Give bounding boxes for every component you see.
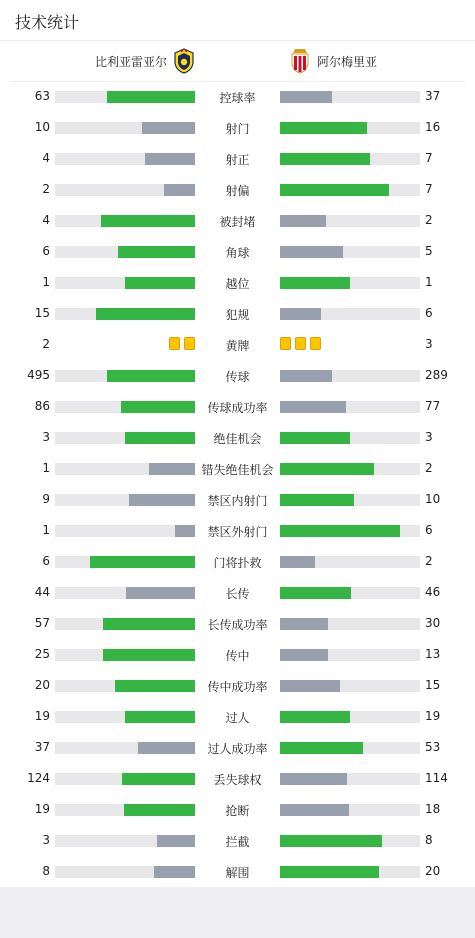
home-value: 44: [34, 585, 50, 599]
stat-label: 黄牌: [225, 339, 250, 353]
away-bar-track: [280, 804, 420, 816]
away-bar-fill: [280, 184, 389, 196]
away-bar-fill: [280, 587, 351, 599]
home-bar-track: [55, 680, 195, 692]
stat-row: [0, 360, 475, 391]
home-bar-track: [55, 525, 195, 537]
stat-label: 传中成功率: [207, 680, 268, 694]
away-value: 6: [425, 523, 433, 537]
stat-label: 过人: [225, 711, 250, 725]
away-bar-track: [280, 246, 420, 258]
stat-label: 角球: [225, 246, 250, 260]
stat-label: 控球率: [219, 91, 256, 105]
away-bar-track: [280, 773, 420, 785]
away-bar-track: [280, 370, 420, 382]
stat-label: 解围: [225, 866, 250, 880]
stat-row: [0, 81, 475, 112]
away-bar-track: [280, 525, 420, 537]
home-value: 4: [42, 151, 50, 165]
home-value: 4: [42, 213, 50, 227]
away-bar-track: [280, 122, 420, 134]
away-value: 19: [425, 709, 441, 723]
away-bar-track: [280, 711, 420, 723]
stats-list: [0, 81, 475, 887]
stat-row: [0, 143, 475, 174]
home-bar-fill: [125, 432, 195, 444]
home-bar-fill: [154, 866, 195, 878]
away-bar-track: [280, 432, 420, 444]
away-team-name: 阿尔梅里亚: [317, 55, 378, 69]
home-value: 19: [34, 709, 50, 723]
home-bar-fill: [122, 773, 195, 785]
away-bar-track: [280, 184, 420, 196]
home-bar-fill: [157, 835, 195, 847]
stat-label: 被封堵: [219, 215, 256, 229]
away-bar-track: [280, 556, 420, 568]
away-value: 3: [425, 430, 433, 444]
away-value: 5: [425, 244, 433, 258]
stat-row: [0, 825, 475, 856]
away-bar-fill: [280, 401, 346, 413]
away-bar-fill: [280, 153, 370, 165]
home-bar-track: [55, 866, 195, 878]
away-value: 8: [425, 833, 433, 847]
home-bar-fill: [125, 711, 195, 723]
home-bar-track: [55, 587, 195, 599]
stat-row: [0, 236, 475, 267]
home-bar-fill: [103, 649, 195, 661]
home-value: 25: [34, 647, 50, 661]
away-bar-track: [280, 494, 420, 506]
away-bar-track: [280, 866, 420, 878]
stat-row: [0, 329, 475, 360]
away-bar-track: [280, 277, 420, 289]
home-value: 63: [34, 89, 50, 103]
home-bar-track: [55, 742, 195, 754]
home-value: 86: [34, 399, 50, 413]
home-bar-track: [55, 649, 195, 661]
yellow-card-icon: [184, 337, 195, 350]
away-bar-track: [280, 463, 420, 475]
stat-label: 传中: [225, 649, 250, 663]
stat-label: 绝佳机会: [213, 432, 262, 446]
home-bar-track: [55, 804, 195, 816]
stat-row: [0, 484, 475, 515]
home-bar-fill: [103, 618, 195, 630]
stat-label: 犯规: [225, 308, 250, 322]
home-value: 20: [34, 678, 50, 692]
away-value: 16: [425, 120, 441, 134]
home-bar-fill: [164, 184, 195, 196]
yellow-card-icon: [280, 337, 291, 350]
away-bar-fill: [280, 804, 349, 816]
away-bar-fill: [280, 649, 328, 661]
away-bar-fill: [280, 835, 382, 847]
away-value: 7: [425, 182, 433, 196]
home-bar-fill: [121, 401, 195, 413]
away-value: 20: [425, 864, 441, 878]
home-bar-fill: [138, 742, 195, 754]
away-bar-fill: [280, 463, 374, 475]
away-value: 2: [425, 554, 433, 568]
yellow-card-icon: [295, 337, 306, 350]
stat-row: [0, 267, 475, 298]
stat-row: [0, 112, 475, 143]
stat-row: [0, 205, 475, 236]
away-value: 1: [425, 275, 433, 289]
stat-label: 错失绝佳机会: [201, 463, 274, 477]
home-bar-fill: [107, 91, 195, 103]
home-value: 1: [42, 275, 50, 289]
stat-row: [0, 422, 475, 453]
home-value: 3: [42, 430, 50, 444]
away-value: 6: [425, 306, 433, 320]
away-bar-track: [280, 680, 420, 692]
stat-row: [0, 453, 475, 484]
stat-label: 传球: [225, 370, 250, 384]
away-bar-fill: [280, 711, 350, 723]
home-bar-track: [55, 556, 195, 568]
stat-row: [0, 701, 475, 732]
away-bar-track: [280, 835, 420, 847]
away-value: 18: [425, 802, 441, 816]
away-bar-track: [280, 618, 420, 630]
home-value: 9: [42, 492, 50, 506]
stat-row: [0, 174, 475, 205]
away-bar-fill: [280, 525, 400, 537]
home-bar-track: [55, 494, 195, 506]
stat-label: 禁区内射门: [207, 494, 268, 508]
away-value: 2: [425, 461, 433, 475]
stat-label: 射正: [225, 153, 250, 167]
stat-label: 过人成功率: [207, 742, 268, 756]
home-bar-fill: [129, 494, 195, 506]
away-bar-fill: [280, 308, 321, 320]
home-bar-fill: [175, 525, 195, 537]
away-value: 114: [425, 771, 448, 785]
home-bar-track: [55, 773, 195, 785]
away-value: 77: [425, 399, 441, 413]
home-bar-fill: [142, 122, 195, 134]
home-bar-track: [55, 91, 195, 103]
away-bar-fill: [280, 866, 379, 878]
home-value: 19: [34, 802, 50, 816]
away-value: 53: [425, 740, 441, 754]
home-bar-track: [55, 401, 195, 413]
away-bar-track: [280, 649, 420, 661]
stat-row: [0, 670, 475, 701]
stat-row: [0, 794, 475, 825]
home-yellow-cards: [169, 337, 195, 351]
home-bar-track: [55, 711, 195, 723]
away-value: 289: [425, 368, 448, 382]
home-bar-track: [55, 122, 195, 134]
away-value: 15: [425, 678, 441, 692]
stat-row: [0, 298, 475, 329]
stat-label: 越位: [225, 277, 250, 291]
stat-label: 长传: [225, 587, 250, 601]
home-bar-track: [55, 277, 195, 289]
away-value: 30: [425, 616, 441, 630]
home-bar-track: [55, 153, 195, 165]
away-yellow-cards: [280, 337, 321, 351]
home-value: 15: [34, 306, 50, 320]
home-value: 2: [42, 337, 50, 351]
home-bar-track: [55, 432, 195, 444]
home-team-name: 比利亚雷亚尔: [94, 55, 167, 69]
away-value: 7: [425, 151, 433, 165]
stat-row: [0, 639, 475, 670]
home-value: 37: [34, 740, 50, 754]
home-bar-track: [55, 463, 195, 475]
away-bar-fill: [280, 246, 343, 258]
home-value: 10: [34, 120, 50, 134]
away-bar-fill: [280, 215, 326, 227]
stat-label: 丢失球权: [213, 773, 262, 787]
away-bar-fill: [280, 122, 367, 134]
away-value: 3: [425, 337, 433, 351]
away-value: 37: [425, 89, 441, 103]
home-bar-track: [55, 215, 195, 227]
home-bar-fill: [90, 556, 195, 568]
home-bar-fill: [145, 153, 195, 165]
away-bar-fill: [280, 91, 332, 103]
away-value: 46: [425, 585, 441, 599]
away-bar-track: [280, 587, 420, 599]
away-bar-fill: [280, 618, 328, 630]
home-value: 124: [27, 771, 50, 785]
home-bar-fill: [149, 463, 195, 475]
home-value: 495: [27, 368, 50, 382]
home-value: 1: [42, 523, 50, 537]
home-bar-track: [55, 618, 195, 630]
yellow-card-icon: [310, 337, 321, 350]
stat-row: [0, 732, 475, 763]
stat-label: 射偏: [225, 184, 250, 198]
stat-label: 禁区外射门: [207, 525, 268, 539]
stat-label: 拦截: [225, 835, 250, 849]
home-bar-fill: [126, 587, 195, 599]
home-bar-track: [55, 184, 195, 196]
stat-label: 射门: [225, 122, 250, 136]
home-bar-track: [55, 370, 195, 382]
home-value: 6: [42, 244, 50, 258]
home-value: 2: [42, 182, 50, 196]
away-bar-track: [280, 401, 420, 413]
away-bar-fill: [280, 773, 347, 785]
home-bar-fill: [118, 246, 195, 258]
away-bar-fill: [280, 556, 315, 568]
home-value: 8: [42, 864, 50, 878]
home-bar-fill: [101, 215, 195, 227]
away-bar-fill: [280, 277, 350, 289]
stat-row: [0, 856, 475, 887]
stat-row: [0, 546, 475, 577]
away-value: 10: [425, 492, 441, 506]
home-bar-track: [55, 835, 195, 847]
away-bar-fill: [280, 370, 332, 382]
home-value: 6: [42, 554, 50, 568]
away-value: 13: [425, 647, 441, 661]
home-bar-fill: [107, 370, 195, 382]
home-value: 3: [42, 833, 50, 847]
away-bar-track: [280, 215, 420, 227]
stat-label: 抢断: [225, 804, 250, 818]
away-value: 2: [425, 213, 433, 227]
teams-header: [0, 41, 475, 81]
stat-label: 长传成功率: [207, 618, 268, 632]
home-value: 1: [42, 461, 50, 475]
stat-label: 门将扑救: [213, 556, 262, 570]
stat-row: [0, 608, 475, 639]
stat-row: [0, 515, 475, 546]
yellow-card-icon: [169, 337, 180, 350]
away-bar-track: [280, 91, 420, 103]
home-bar-fill: [115, 680, 195, 692]
home-value: 57: [34, 616, 50, 630]
home-bar-fill: [96, 308, 195, 320]
away-bar-track: [280, 153, 420, 165]
home-bar-track: [55, 308, 195, 320]
home-bar-track: [55, 246, 195, 258]
page-title: 技术统计: [15, 13, 80, 32]
away-bar-fill: [280, 432, 350, 444]
away-bar-fill: [280, 494, 354, 506]
away-bar-fill: [280, 742, 363, 754]
stat-row: [0, 577, 475, 608]
away-team-logo-icon: [289, 48, 311, 74]
home-bar-fill: [125, 277, 195, 289]
stat-row: [0, 391, 475, 422]
home-team-logo-icon: [173, 48, 195, 74]
home-bar-fill: [124, 804, 195, 816]
stat-row: [0, 763, 475, 794]
away-bar-track: [280, 308, 420, 320]
away-bar-track: [280, 742, 420, 754]
stat-label: 传球成功率: [207, 401, 268, 415]
away-bar-fill: [280, 680, 340, 692]
